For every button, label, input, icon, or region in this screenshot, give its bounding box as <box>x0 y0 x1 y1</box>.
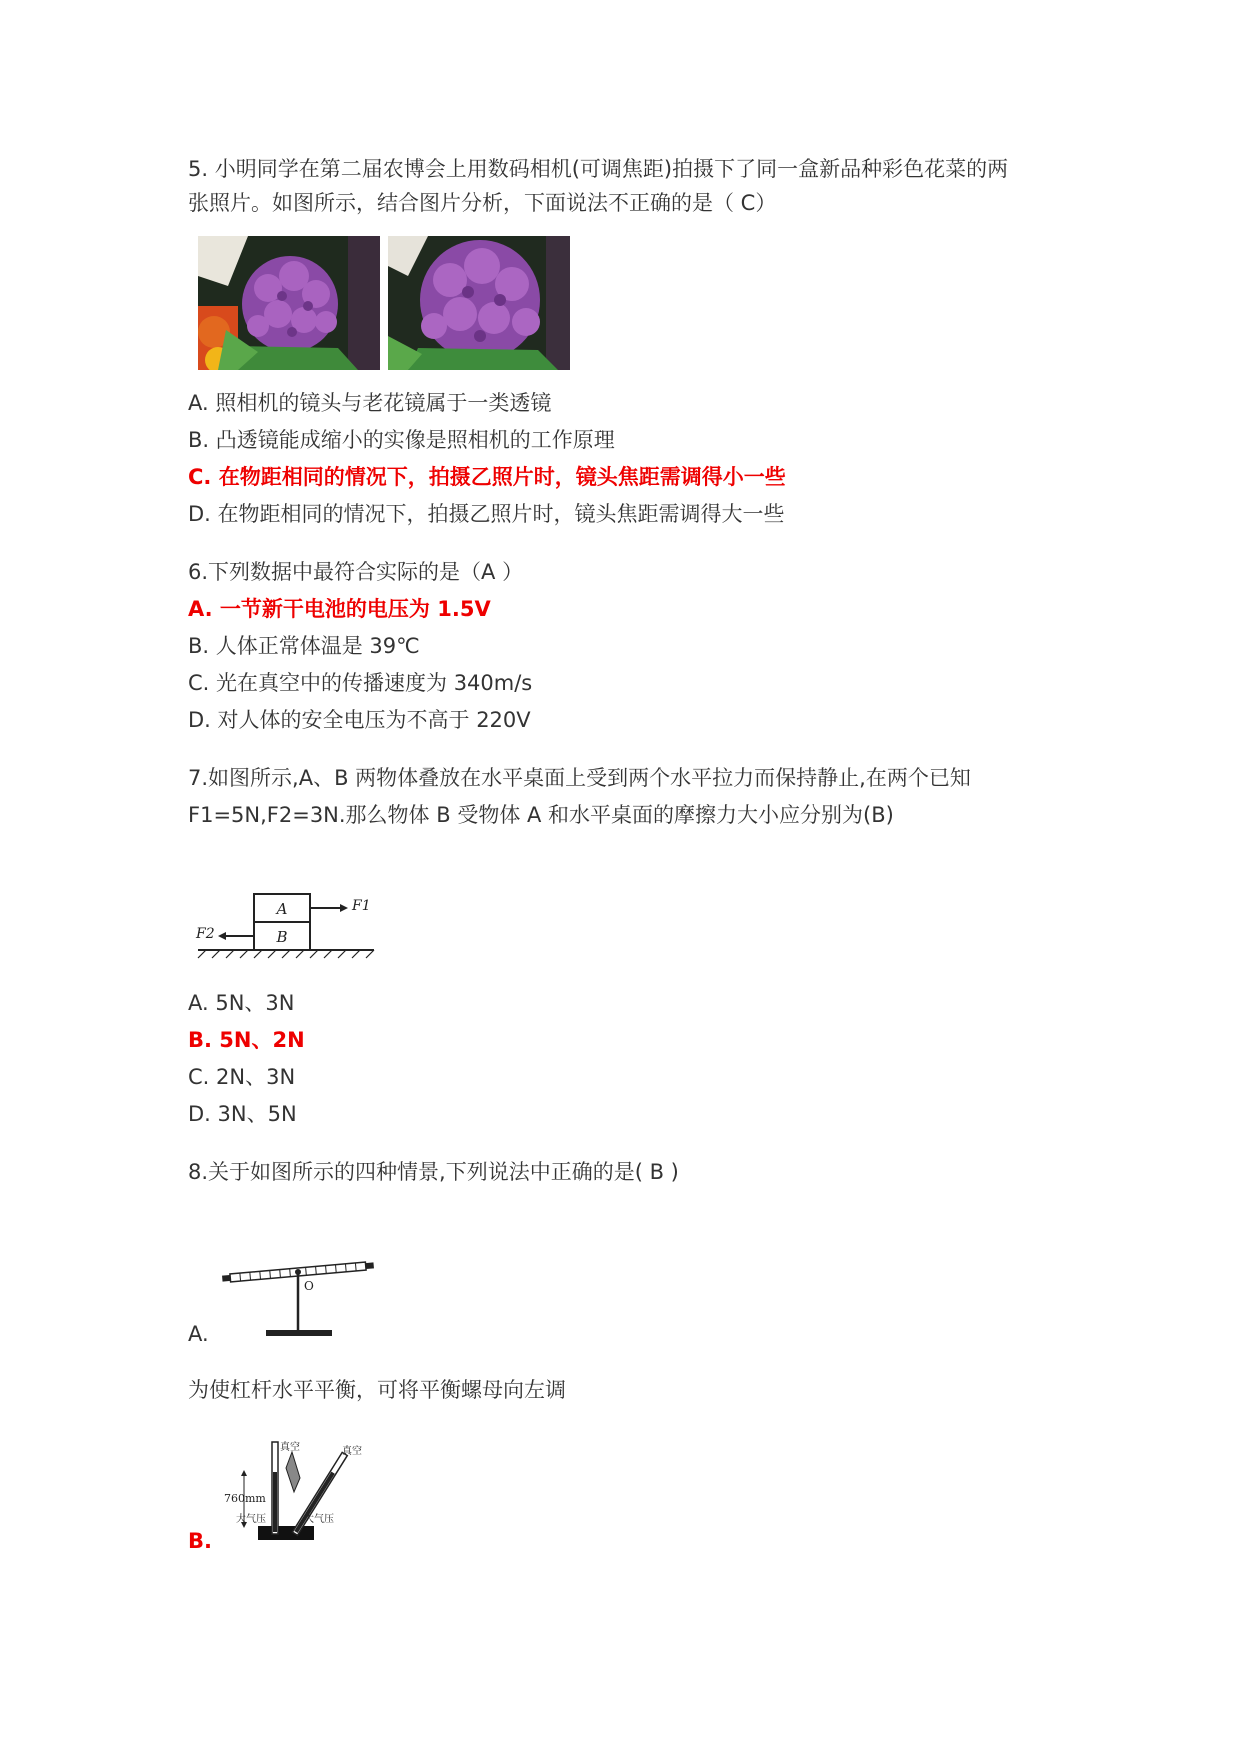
q5-stem-line2: 张照片。如图所示，结合图片分析，下面说法不正确的是（ C） <box>188 191 777 215</box>
q7-option-c: C. 2N、3N <box>188 1065 296 1089</box>
q5-option-b: B. 凸透镜能成缩小的实像是照相机的工作原理 <box>188 428 615 452</box>
q5-option-c: C. 在物距相同的情况下，拍摄乙照片时，镜头焦距需调得小一些 <box>188 465 786 489</box>
pressure-right-label: 大气压 <box>304 1514 334 1525</box>
force-f1-label: F1 <box>352 898 371 914</box>
q5-option-a: A. 照相机的镜头与老花镜属于一类透镜 <box>188 391 552 415</box>
q8-figure-b-label: B. <box>188 1529 212 1553</box>
q8-torricelli-figure <box>222 1432 382 1546</box>
vacuum-left-label: 真空 <box>280 1442 300 1453</box>
vacuum-right-label: 真空 <box>342 1446 362 1457</box>
pressure-left-label: 大气压 <box>236 1514 266 1525</box>
block-b-label: B <box>276 928 288 946</box>
q7-stem-line1: 7.如图所示,A、B 两物体叠放在水平桌面上受到两个水平拉力而保持静止,在两个已知 <box>188 766 971 790</box>
block-a-label: A <box>276 900 288 918</box>
q6-option-c: C. 光在真空中的传播速度为 340m/s <box>188 671 533 695</box>
q7-option-b: B. 5N、2N <box>188 1028 305 1052</box>
cauliflower-photo-left <box>198 236 380 370</box>
q8-stem: 8.关于如图所示的四种情景,下列说法中正确的是( B ) <box>188 1160 679 1184</box>
q6-option-b: B. 人体正常体温是 39℃ <box>188 634 420 658</box>
q8-figure-a-label: A. <box>188 1322 209 1346</box>
height-760mm-label: 760mm <box>224 1492 266 1505</box>
q8-caption-a: 为使杠杆水平平衡，可将平衡螺母向左调 <box>188 1378 566 1402</box>
q5-option-d: D. 在物距相同的情况下，拍摄乙照片时，镜头焦距需调得大一些 <box>188 502 785 526</box>
force-f2-label: F2 <box>196 926 215 942</box>
q7-option-d: D. 3N、5N <box>188 1102 297 1126</box>
q6-option-d: D. 对人体的安全电压为不高于 220V <box>188 708 531 732</box>
q8-lever-figure <box>222 1250 382 1344</box>
q7-force-diagram <box>194 870 384 964</box>
q5-stem-line1: 5. 小明同学在第二届农博会上用数码相机(可调焦距)拍摄下了同一盒新品种彩色花菜的两 <box>188 157 1009 181</box>
cauliflower-photo-right <box>388 236 570 370</box>
q6-option-a: A. 一节新干电池的电压为 1.5V <box>188 597 491 621</box>
lever-pivot-label: O <box>304 1279 314 1293</box>
q6-stem: 6.下列数据中最符合实际的是（A ） <box>188 560 524 584</box>
q7-option-a: A. 5N、3N <box>188 991 295 1015</box>
q7-stem-line2: F1=5N,F2=3N.那么物体 B 受物体 A 和水平桌面的摩擦力大小应分别为(B) <box>188 803 894 827</box>
